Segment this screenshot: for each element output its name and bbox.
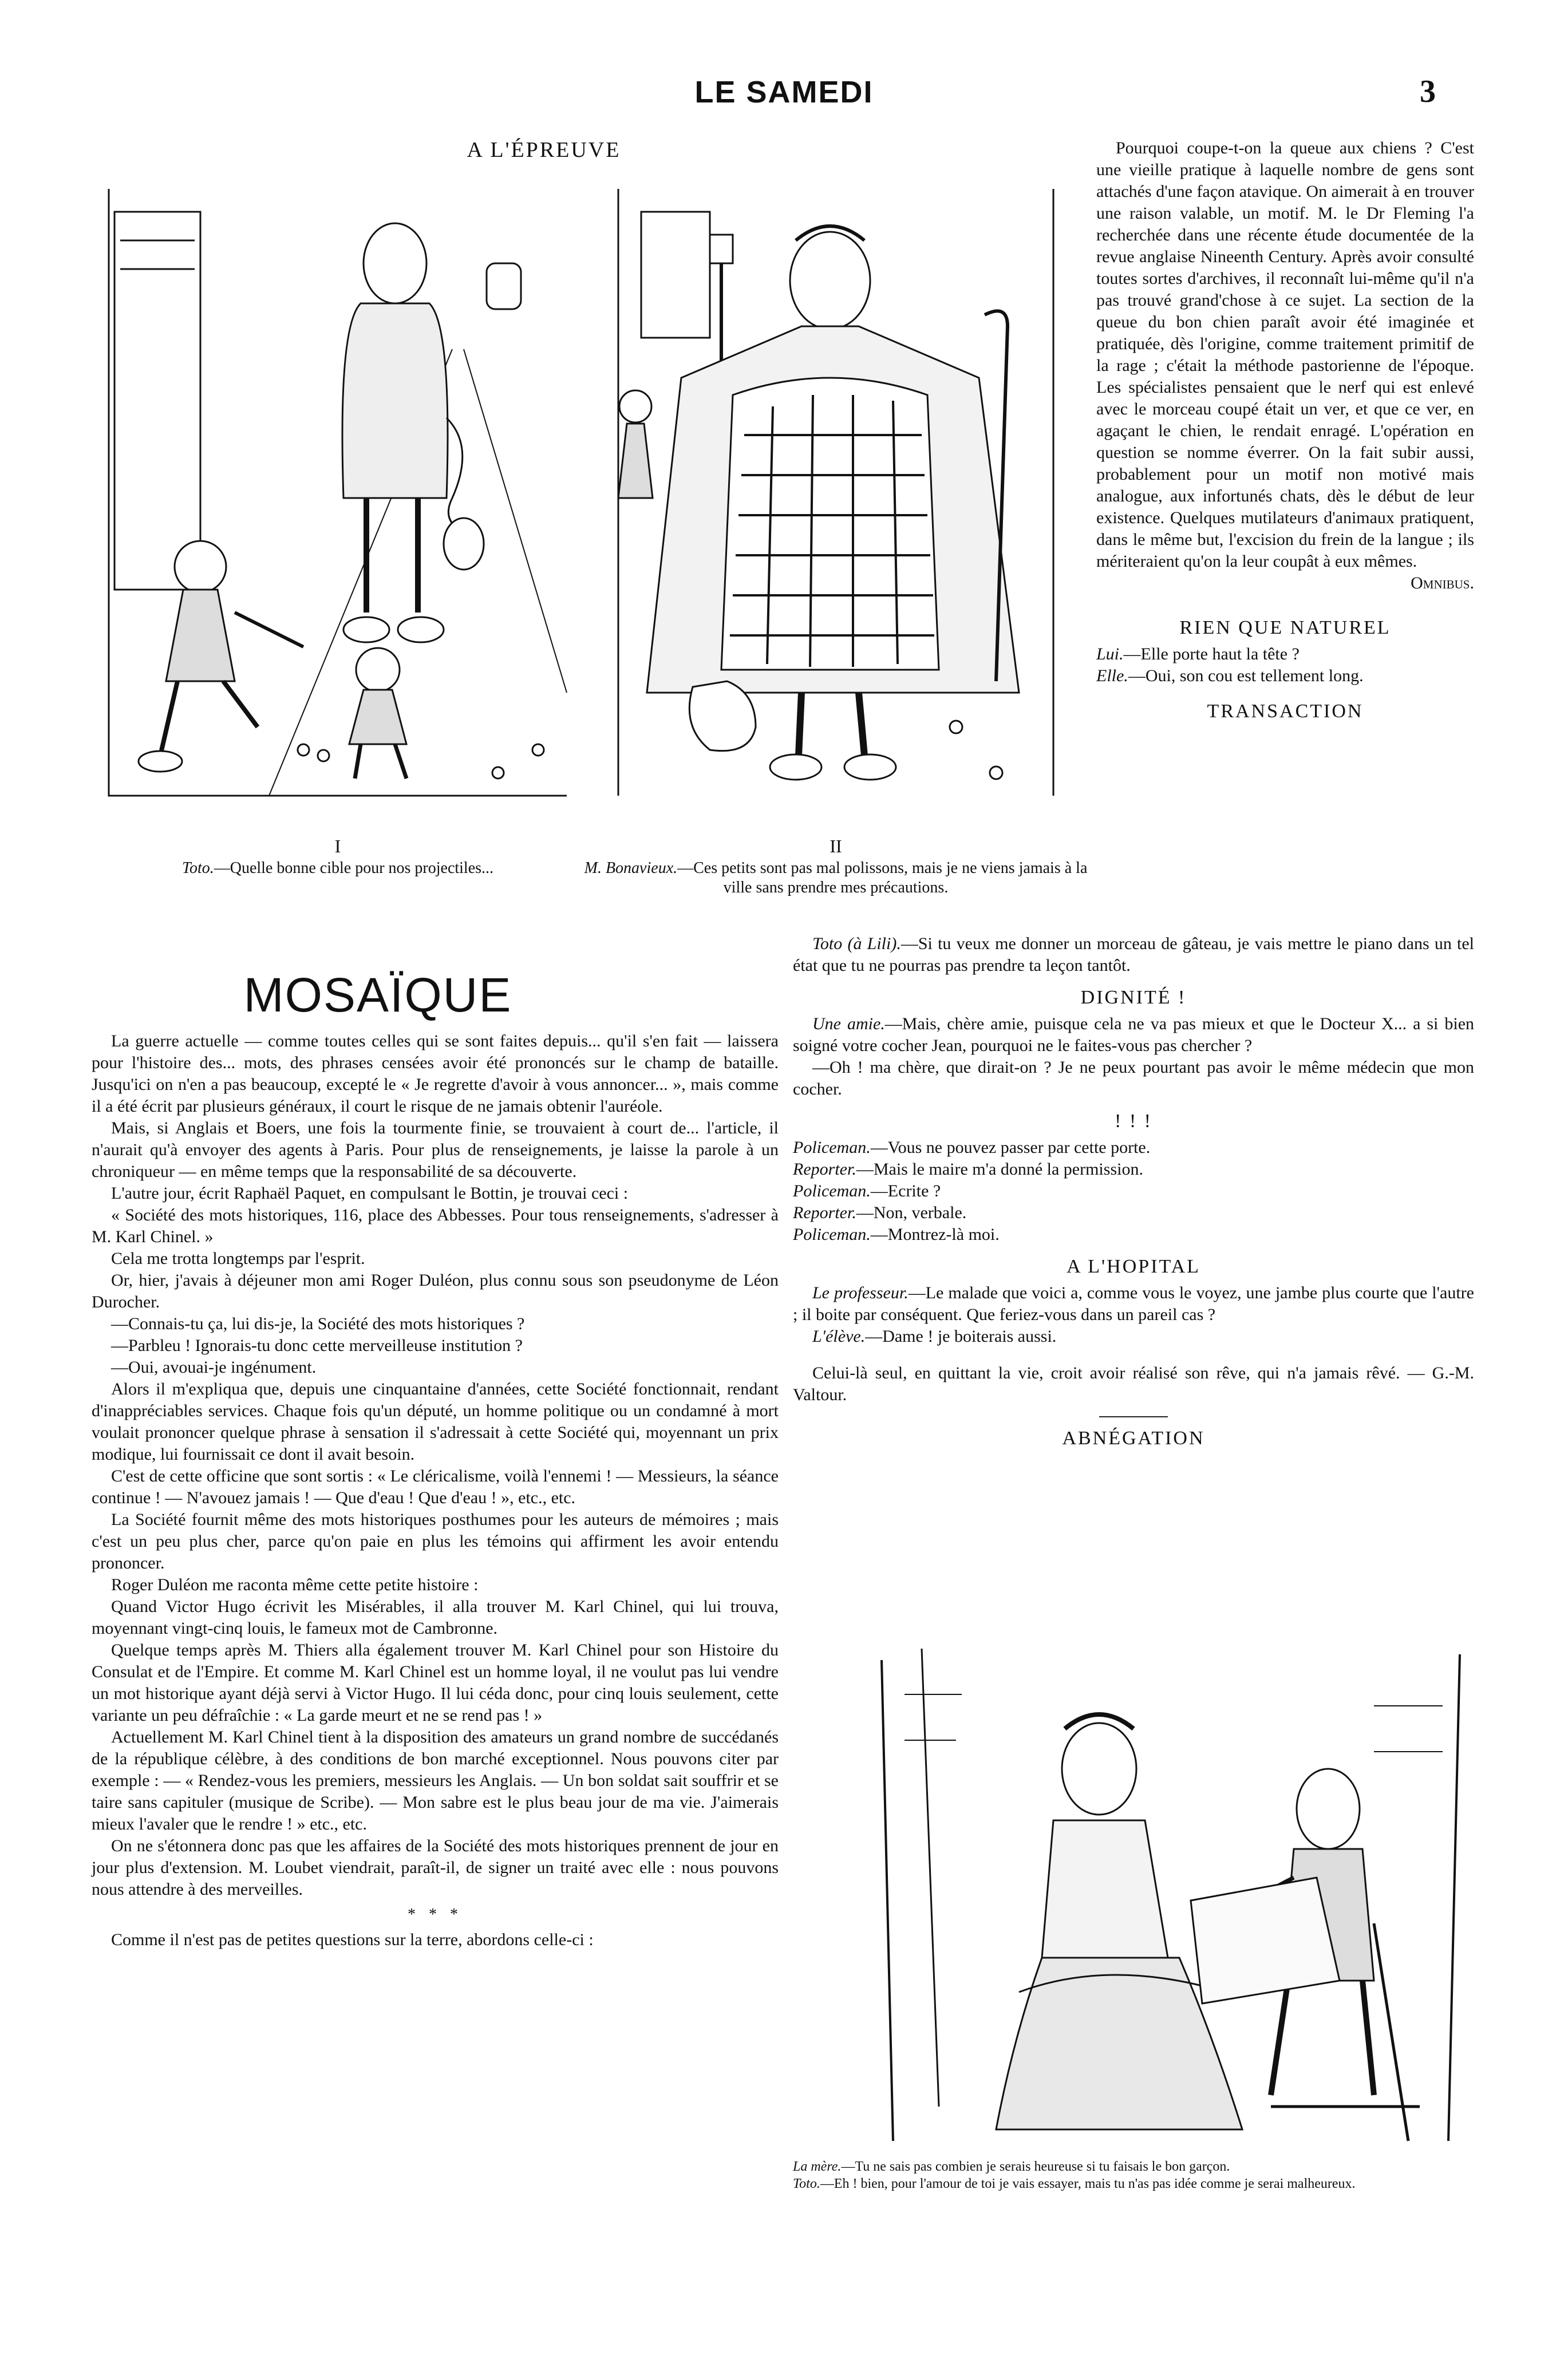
transaction-paragraph: Toto (à Lili).—Si tu veux me donner un morceau de gâteau, je vais mettre le piano dans un tel état que tu ne pourras pas prendre ta leçon tantôt. — [793, 934, 1475, 975]
hopital-title: A L'HOPITAL — [1067, 1256, 1200, 1277]
omnibus-signature: Omnibus. — [1411, 574, 1474, 592]
mosaique-p8: —Parbleu ! Ignorais-tu donc cette merveilleuse institution ? — [111, 1336, 523, 1355]
mosaique-article — [92, 1030, 779, 1951]
transaction-text — [793, 933, 1474, 1454]
mosaique-p6: Or, hier, j'avais à déjeuner mon ami Roger Duléon, plus connu sous son pseudonyme de Léon Durocher. — [92, 1271, 779, 1311]
panel-1-text: —Quelle bonne cible pour nos projectiles... — [214, 859, 494, 877]
section-stars: * * * — [408, 1906, 463, 1923]
mosaique-p10: Alors il m'expliqua que, depuis une cinquantaine d'années, cette Société fonctionnait, rendant d'inappréciables services. Chaque fois qu'un député, un homme politique ou un condamné à mort voulait prononcer quelque phrase à sensation il s'adressait à cette Société qui, moyennant un prix modique, lui fournissait ce dont il avait besoin. — [92, 1380, 779, 1464]
transaction-title: TRANSACTION — [1207, 701, 1364, 722]
dignite-line-2: —Oh ! ma chère, que dirait-on ? Je ne peux pourtant pas avoir le même médecin que mon cocher. — [793, 1058, 1474, 1099]
panel-1-speaker: Toto. — [181, 859, 214, 877]
mosaique-p15: Quelque temps après M. Thiers alla également trouver M. Karl Chinel pour son Histoire du Consulat et de l'Empire. Et comme M. Karl Chinel est un homme loyal, il ne voulut pas lui vendre un mot historique ayant déjà servi à Victor Hugo. Il lui céda donc, pour cinq louis seulement, cette variante un peu défraîchie : « La garde meurt et ne se rend pas ! » — [92, 1641, 779, 1725]
panel-2-caption — [584, 859, 1088, 898]
mosaique-p11: C'est de cette officine que sont sortis : « Le cléricalisme, voilà l'ennemi ! — Messieurs, la séance continue ! — N'avouez jamais ! — Que d'eau ! Que d'eau ! », etc., etc. — [92, 1467, 779, 1507]
mosaique-p18: Comme il n'est pas de petites questions sur la terre, abordons celle-ci : — [111, 1930, 594, 1949]
mosaique-title: MOSAÏQUE — [243, 968, 512, 1022]
mosaique-p14: Quand Victor Hugo écrivit les Misérables, il alla trouver M. Karl Chinel, qui lui trouva, moyennant vingt-cinq louis, le fameux mot de Cambronne. — [92, 1597, 779, 1638]
dog-tail-article: Pourquoi coupe-t-on la queue aux chiens ? C'est une vieille pratique à laquelle nombre de gens sont attachés d'une façon atavique. On aimerait à en trouver une raison valable, un motif. M. le Dr Fleming l'a recherchée dans une récente étude documentée de la revue anglaise Nineenth Century. Après avoir consulté toutes sortes d'archives, il reconnaît lui-même qu'il n'a pas trouvé grand'chose à ce sujet. La section de la queue du bon chien paraît avoir été imaginée et pratiquée, dès l'origine, comme traitement primitif de la rage ; c'était la méthode pastorienne de l'époque. Les spécialistes pensaient que le nerf qui est enlevé avec le morceau coupé était un ver, et que ce ver, en agaçant le chien, le rendait enragé. L'opération en question se nomme éverrer. On la fait subir aussi, probablement pour un motif non motivé mais analogue, aux infortunés chats, dès le début de leur existence. Quelques mutilateurs d'animaux pratiquent, dans le même but, l'excision du frein de la langue ; ils mériteraient qu'on la leur coupât à eux mêmes. — [1096, 139, 1474, 571]
exclam-line-3: Policeman.—Ecrite ? — [793, 1182, 941, 1200]
mosaique-p2: Mais, si Anglais et Boers, une fois la tourmente finie, se trouvaient à court de... l'article, il n'aurait qu'à envoyer des agents à Paris. Pour plus de renseignements, je laisse la parole à un chroniqueur — en même temps que la responsabilité de sa découverte. — [92, 1119, 779, 1181]
abnegation-title: ABNÉGATION — [1062, 1428, 1205, 1449]
page-number: 3 — [1420, 74, 1436, 109]
mosaique-p9: —Oui, avouai-je ingénument. — [111, 1358, 317, 1377]
abnegation-illustration — [870, 1637, 1477, 2147]
dignite-line-1: Une amie.—Mais, chère amie, puisque cela ne va pas mieux et que le Docteur X... a si bien soigné votre cocher Jean, pourquoi ne le faites-vous pas chercher ? — [793, 1014, 1475, 1055]
section-divider — [1099, 1416, 1168, 1417]
rien-que-naturel-title: RIEN QUE NATUREL — [1179, 617, 1391, 638]
hopital-line-2: L'élève.—Dame ! je boiterais aussi. — [812, 1327, 1057, 1346]
panel-1-caption — [97, 859, 578, 878]
abnegation-caption: La mère.—Tu ne sais pas combien je serais heureuse si tu faisais le bon garçon. Toto.—Eh ! bien, pour l'amour de toi je vais essayer, mais tu n'as pas idée comme je serai malheureux. — [793, 2159, 1356, 2191]
mosaique-p5: Cela me trotta longtemps par l'esprit. — [111, 1249, 365, 1268]
right-column-top — [1096, 137, 1474, 727]
panel-2-number: II — [830, 836, 842, 856]
mosaique-p16: Actuellement M. Karl Chinel tient à la disposition des amateurs un grand nombre de succédanés de la république célèbre, à des conditions de bon marché exceptionnel. Nous pouvons citer par exemple : — « Rendez-vous les premiers, messieurs les Anglais. — Un bon soldat sait souffrir et se taire sans capituler (musique de Scribe). — Mon sabre est le plus beau jour de ma vie. J'aimerais mieux l'avaler que le rendre ! » etc., etc. — [92, 1728, 779, 1834]
dignite-title: DIGNITÉ ! — [1080, 987, 1187, 1008]
panel-2-text: —Ces petits sont pas mal polissons, mais je ne viens jamais à la ville sans prendre mes précautions. — [677, 859, 1088, 896]
cartoon-panel-1-illustration — [97, 177, 578, 813]
mosaique-p7: —Connais-tu ça, lui dis-je, la Société des mots historiques ? — [111, 1314, 525, 1333]
cartoon-title: A L'ÉPREUVE — [467, 138, 621, 162]
mosaique-p13: Roger Duléon me raconta même cette petite histoire : — [111, 1575, 479, 1594]
mosaique-p4: « Société des mots historiques, 116, place des Abbesses. Pour tous renseignements, s'adresser à M. Karl Chinel. » — [92, 1206, 779, 1246]
mosaique-p1: La guerre actuelle — comme toutes celles qui se sont faites depuis... qu'il s'en fait — laissera pour l'histoire des... mots, des phrases censées avoir été prononcés sur le champ de bataille. Jusqu'ici on n'en a pas beaucoup, excepté le « Je regrette d'avoir à vous annoncer... », mais comme il a été écrit par plusieurs généraux, il court le risque de ne jamais obtenir l'auréole. — [92, 1032, 779, 1116]
panel-2-speaker: M. Bonavieux. — [584, 859, 678, 877]
mosaique-p17: On ne s'étonnera donc pas que les affaires de la Société des mots historiques prennent de jour en jour plus d'extension. M. Loubet viendrait, paraît-il, de signer un traité avec elle : nous pouvons nous attendre à des merveilles. — [92, 1836, 779, 1899]
rien-line-1: Lui.—Elle porte haut la tête ? — [1096, 645, 1300, 663]
exclam-title: ! ! ! — [1115, 1111, 1152, 1132]
mosaique-p12: La Société fournit même des mots historiques posthumes pour les auteurs de mémoires ; mais c'est un peu plus cher, parce qu'on paie en plus les témoins qui affirment les avoir entendu prononcer. — [92, 1510, 779, 1572]
newspaper-title: LE SAMEDI — [694, 75, 874, 109]
panel-1-number: I — [334, 836, 341, 856]
exclam-line-2: Reporter.—Mais le maire m'a donné la permission. — [793, 1160, 1143, 1179]
hopital-line-1: Le professeur.—Le malade que voici a, comme vous le voyez, une jambe plus courte que l'autre ; il boite par conséquent. Que feriez-vous dans un pareil cas ? — [793, 1283, 1474, 1324]
rien-line-2: Elle.—Oui, son cou est tellement long. — [1096, 666, 1364, 685]
exclam-line-5: Policeman.—Montrez-là moi. — [793, 1225, 1000, 1244]
closing-quote: Celui-là seul, en quittant la vie, croit avoir réalisé son rêve, qui n'a jamais rêvé. — G.-M. Valtour. — [793, 1364, 1474, 1404]
exclam-line-4: Reporter.—Non, verbale. — [793, 1203, 967, 1222]
mosaique-p3: L'autre jour, écrit Raphaël Paquet, en compulsant le Bottin, je trouvai ceci : — [111, 1184, 629, 1203]
exclam-line-1: Policeman.—Vous ne pouvez passer par cette porte. — [793, 1138, 1151, 1157]
cartoon-panel-2-illustration — [584, 177, 1088, 813]
